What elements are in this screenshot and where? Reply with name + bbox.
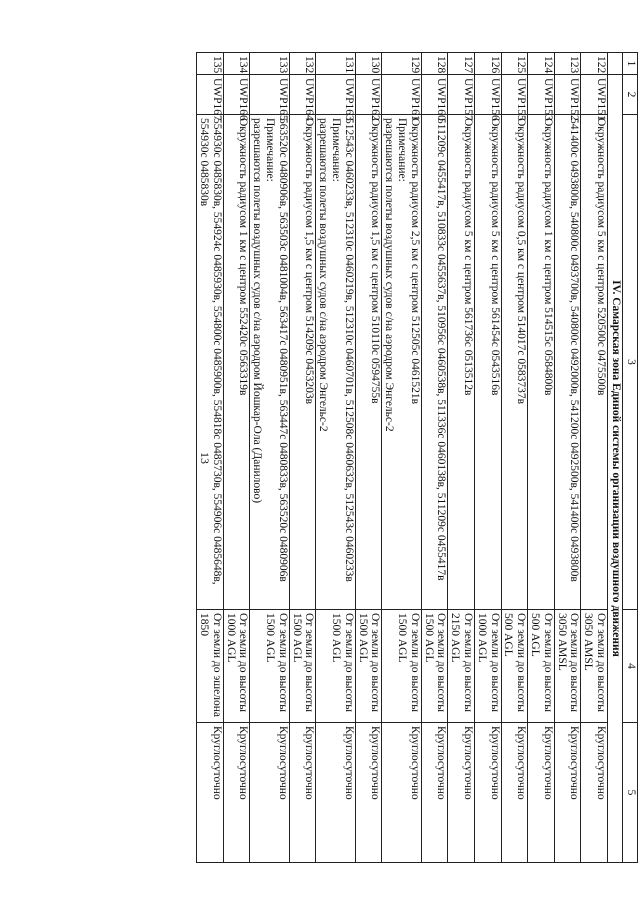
zone-code: UWP162 xyxy=(355,75,382,115)
zone-code: UWP151 xyxy=(581,75,608,115)
section-spacer xyxy=(608,53,623,75)
table-row xyxy=(197,53,224,863)
header-cell: 1 xyxy=(623,53,638,75)
zone-time: Круглосуточно xyxy=(448,723,475,863)
zone-code: UWP157 xyxy=(448,75,475,115)
table-row xyxy=(316,53,355,863)
table-row xyxy=(448,53,475,863)
zone-code: UWP155 xyxy=(501,75,528,115)
zone-time: Круглосуточно xyxy=(355,723,382,863)
zone-time: Круглосуточно xyxy=(250,723,289,863)
zone-time: Круглосуточно xyxy=(475,723,502,863)
table-row xyxy=(382,53,421,863)
zone-time: Круглосуточно xyxy=(421,723,448,863)
zone-time: Круглосуточно xyxy=(528,723,555,863)
zone-height: От земли до высоты 1500 AGL xyxy=(355,610,382,723)
zone-description: Окружность радиусом 1,5 км с центром 514209с 0453203в xyxy=(289,115,316,610)
zone-time: Круглосуточно xyxy=(289,723,316,863)
zone-code: UWP160 xyxy=(421,75,448,115)
zone-code: UWP164 xyxy=(289,75,316,115)
table-row xyxy=(250,53,289,863)
zone-height: От земли до высоты 1500 AGL xyxy=(289,610,316,723)
table-row xyxy=(528,53,555,863)
table-row xyxy=(421,53,448,863)
table-row xyxy=(475,53,502,863)
row-number: 124 xyxy=(528,53,555,75)
zone-time: Круглосуточно xyxy=(197,723,224,863)
zone-description: Окружность радиусом 5 км с центром 561454с 0543516в xyxy=(475,115,502,610)
row-number: 133 xyxy=(250,53,289,75)
row-number: 128 xyxy=(421,53,448,75)
zone-height: От земли до высоты 500 AGL xyxy=(528,610,555,723)
table-row xyxy=(355,53,382,863)
zone-description: 554930с 0485830в, 554924с 0485930в, 554800с 0485900в, 554818с 0485730в, 554906с 0485648в, 554930с 0485830в xyxy=(197,115,224,610)
table-row xyxy=(581,53,608,863)
section-title: IV. Самарская зона Единой системы организации воздушного движения xyxy=(608,75,623,863)
header-cell: 2 xyxy=(623,75,638,115)
zone-height: От земли до высоты 500 AGL xyxy=(501,610,528,723)
section-row xyxy=(608,53,623,863)
row-number: 126 xyxy=(475,53,502,75)
zone-height: От земли до высоты 2150 AGL xyxy=(448,610,475,723)
table-row xyxy=(223,53,250,863)
page-number: 13 xyxy=(198,452,212,464)
zone-height: От земли до высоты 1000 AGL xyxy=(475,610,502,723)
zone-height: От земли до высоты 3050 AMSL xyxy=(554,610,581,723)
zone-description: 541400с 0493800в, 540800с 0493700в, 540800с 0492000в, 541200с 0492500в, 541400с 0493800в xyxy=(554,115,581,610)
zone-time: Круглосуточно xyxy=(554,723,581,863)
row-number: 132 xyxy=(289,53,316,75)
table-row xyxy=(554,53,581,863)
header-row xyxy=(623,53,638,863)
zone-time: Круглосуточно xyxy=(223,723,250,863)
zone-description: Окружность радиусом 5 км с центром 520500с 0475500в xyxy=(581,115,608,610)
zone-description: Окружность радиусом 1 км с центром 552420с 0563319в xyxy=(223,115,250,610)
zone-code: UWP165 xyxy=(250,75,289,115)
zone-description: Окружность радиусом 0,5 км с центром 514017с 0583737в xyxy=(501,115,528,610)
zone-description: Окружность радиусом 2,5 км с центром 512505с 0461521в Примечание: разрешаются полеты воздушных судов с/на аэродром Энгельс-2 xyxy=(382,115,421,610)
row-number: 134 xyxy=(223,53,250,75)
zone-code: UWP166 xyxy=(223,75,250,115)
zone-code: UWP167 xyxy=(197,75,224,115)
header-cell: 3 xyxy=(623,115,638,610)
zone-code: UWP152 xyxy=(554,75,581,115)
zone-height: От земли до высоты 1500 AGL xyxy=(316,610,355,723)
zone-description: 511209с 0455417в, 510833с 0455637в, 510956с 0460538в, 511336с 0460138в, 511209с 0455417в xyxy=(421,115,448,610)
zone-time: Круглосуточно xyxy=(501,723,528,863)
zone-time: Круглосуточно xyxy=(382,723,421,863)
zone-height: От земли до высоты 1500 AGL xyxy=(382,610,421,723)
row-number: 131 xyxy=(316,53,355,75)
header-cell: 5 xyxy=(623,723,638,863)
zone-code: UWP163 xyxy=(316,75,355,115)
rotated-table-container xyxy=(196,52,638,862)
zone-height: От земли до высоты 1500 AGL xyxy=(421,610,448,723)
zone-time: Круглосуточно xyxy=(316,723,355,863)
zone-description: Окружность радиусом 1 км с центром 514515с 0584800в xyxy=(528,115,555,610)
zone-code: UWP156 xyxy=(475,75,502,115)
row-number: 135 xyxy=(197,53,224,75)
zone-code: UWP153 xyxy=(528,75,555,115)
zone-height: От земли до высоты 1500 AGL xyxy=(250,610,289,723)
table-row xyxy=(501,53,528,863)
zone-height: От земли до высоты 3050 AMSL xyxy=(581,610,608,723)
row-number: 122 xyxy=(581,53,608,75)
table-row xyxy=(289,53,316,863)
zone-description: Окружность радиусом 5 км с центром 561736с 0513512в xyxy=(448,115,475,610)
header-cell: 4 xyxy=(623,610,638,723)
row-number: 129 xyxy=(382,53,421,75)
zone-time: Круглосуточно xyxy=(581,723,608,863)
row-number: 130 xyxy=(355,53,382,75)
zone-height: От земли до высоты 1000 AGL xyxy=(223,610,250,723)
zone-description: 563520с 0480906в, 563503с 0481004в, 563417с 0480951в, 563447с 0480833в, 563520с 0480906в Примечание: разрешаются полеты воздушных судов с/на аэродром Йошкар-Ола (Данилово) xyxy=(250,115,289,610)
airspace-table xyxy=(196,52,638,863)
zone-description: Окружность радиусом 1,5 км с центром 510110с 0594755в xyxy=(355,115,382,610)
zone-description: 512543с 0460233в, 512310с 0460219в, 512310с 0460701в, 512508с 0460632в, 512543с 0460233в Примечание: разрешаются полеты воздушных судов с/на аэродром Энгельс-2 xyxy=(316,115,355,610)
zone-code: UWP161 xyxy=(382,75,421,115)
row-number: 127 xyxy=(448,53,475,75)
zone-height: От земли до эшелона 1850 xyxy=(197,610,224,723)
row-number: 123 xyxy=(554,53,581,75)
row-number: 125 xyxy=(501,53,528,75)
